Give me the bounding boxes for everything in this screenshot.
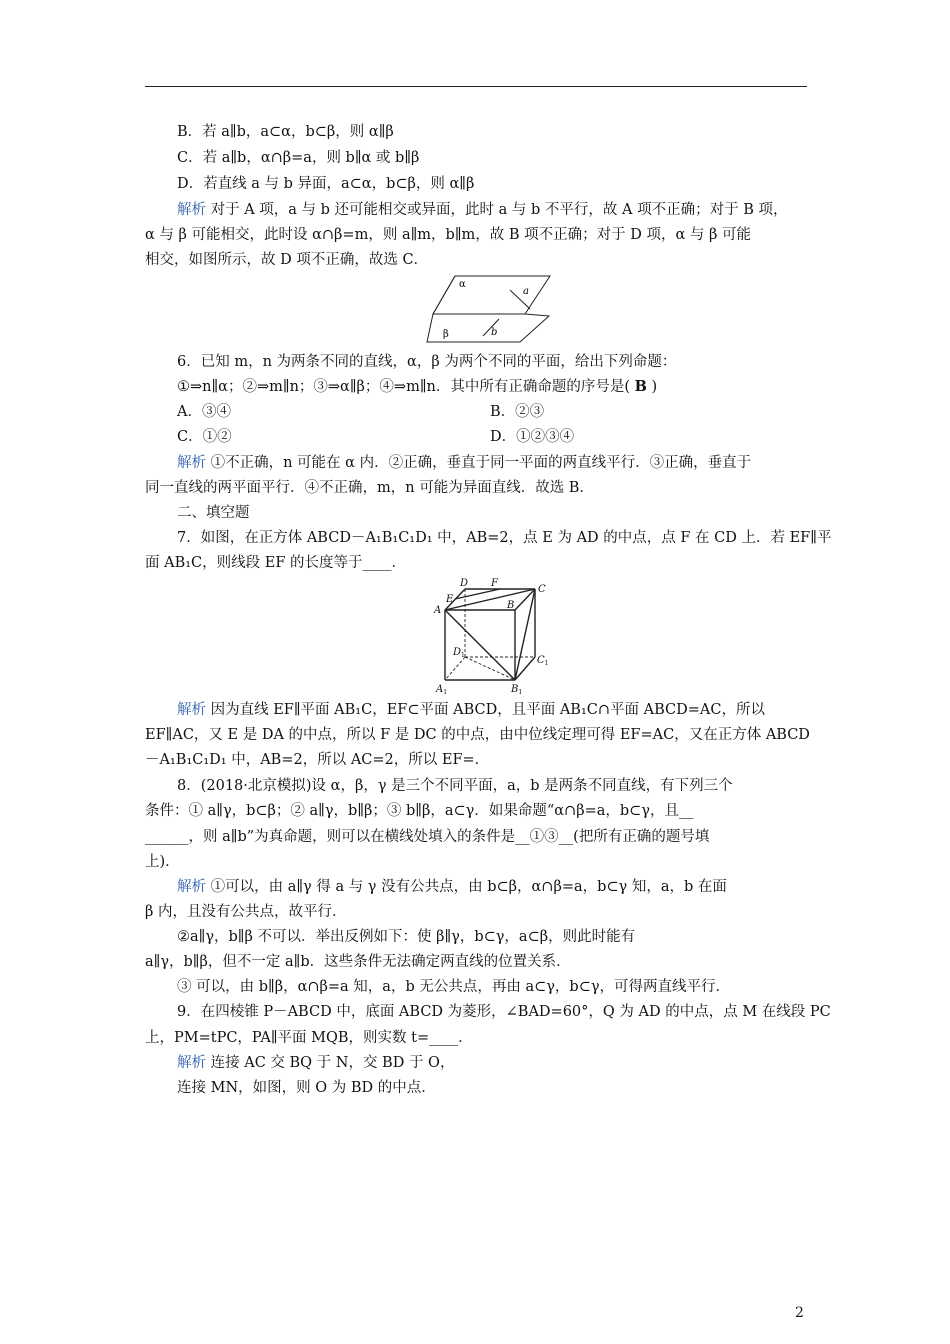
cube-figure: [430, 575, 555, 700]
q8-solution-line4: a∥γ，b∥β，但不一定 a∥b．这些条件无法确定两直线的位置关系．: [145, 954, 571, 970]
q6-propositions: [177, 377, 657, 397]
q6-solution-line1: [177, 453, 751, 473]
header-rule: [145, 86, 807, 87]
jiexi-label: 解析: [177, 202, 206, 218]
q7-solution-line3: －A₁B₁C₁D₁ 中，AB=2，所以 AC=2，所以 EF=．: [145, 752, 490, 768]
q6-option-b: B．②③: [490, 404, 545, 420]
q7-stem-line2: 面 AB₁C，则线段 EF 的长度等于____．: [145, 555, 407, 571]
vertex-c-label: C: [538, 584, 546, 595]
q8-stem-line1: 8．(2018·北京模拟)设 α，β，γ 是三个不同平面，a，b 是两条不同直线，有下列三个: [177, 778, 733, 794]
q8-stem-tail: (把所有正确的题号填: [573, 829, 710, 845]
q8-stem-line3: [145, 827, 709, 847]
q6-close-paren: ): [651, 379, 658, 395]
vertex-e-label: E: [446, 594, 454, 605]
vertex-d-label: D: [460, 578, 469, 589]
line-b-label: b: [491, 327, 498, 338]
q6-solution-line2: 同一直线的两平面平行．④不正确，m，n 可能为异面直线．故选 B．: [145, 480, 594, 496]
jiexi-label: 解析: [177, 879, 206, 895]
q5-solution-line3: 相交，如图所示，故 D 项不正确，故选 C．: [145, 252, 429, 268]
section-heading: 二、填空题: [177, 505, 250, 521]
q8-stem-line2: 条件：① a∥γ，b⊂β；② a∥γ，b∥β；③ b∥β，a⊂γ．如果命题“α∩β=a，b⊂γ，且__: [145, 803, 694, 819]
q7-stem-line1: 7．如图，在正方体 ABCD－A₁B₁C₁D₁ 中，AB=2，点 E 为 AD 的中点，点 F 在 CD 上．若 EF∥平: [177, 530, 832, 546]
alpha-label: α: [459, 279, 466, 290]
q7-solution-text: 因为直线 EF∥平面 AB₁C，EF⊂平面 ABCD，且平面 AB₁C∩平面 ABCD=AC，所以: [210, 702, 765, 718]
q6-option-c: C．①②: [177, 429, 232, 445]
jiexi-label: 解析: [177, 1055, 206, 1071]
q5-solution-line1: [177, 200, 787, 220]
q9-solution-text: 连接 AC 交 BQ 于 N，交 BD 于 O，: [210, 1055, 455, 1071]
line-a-label: a: [523, 286, 529, 297]
q9-stem-line1: 9．在四棱锥 P－ABCD 中，底面 ABCD 为菱形，∠BAD=60°，Q 为 AD 的中点，点 M 在线段 PC: [177, 1004, 831, 1020]
q8-stem-text: ______，则 a∥b”为真命题，则可以在横线处填入的条件是: [145, 829, 516, 845]
q9-stem-line2: 上，PM=tPC，PA∥平面 MQB，则实数 t=____．: [145, 1030, 473, 1046]
q8-solution-line3: ②a∥γ，b∥β 不可以．举出反例如下：使 β∥γ，b⊂γ，a⊂β，则此时能有: [177, 929, 636, 945]
q5-solution-text: 对于 A 项，a 与 b 还可能相交或异面，此时 a 与 b 不平行，故 A 项不正确；对于 B 项，: [210, 202, 788, 218]
vertex-a-label: A: [434, 605, 442, 616]
q7-solution-line1: [177, 700, 765, 720]
vertex-c1-label: $C_1$: [537, 655, 549, 667]
jiexi-label: 解析: [177, 702, 206, 718]
q8-solution-line2: β 内，且没有公共点，故平行．: [145, 904, 347, 920]
q7-solution-line2: EF∥AC，又 E 是 DA 的中点，所以 F 是 DC 的中点，由中位线定理可得 EF=AC，又在正方体 ABCD: [145, 727, 810, 743]
q8-answer: __①③__: [515, 829, 574, 845]
beta-label: β: [443, 329, 449, 340]
q9-solution-line1: [177, 1053, 454, 1073]
option-b: B．若 a∥b，a⊂α，b⊂β，则 α∥β: [177, 124, 394, 140]
vertex-a1-label: $A_1$: [436, 684, 448, 696]
q8-stem-line4: 上)．: [145, 854, 180, 870]
option-d: D．若直线 a 与 b 异面，a⊂α，b⊂β，则 α∥β: [177, 176, 475, 192]
vertex-f-label: F: [491, 578, 498, 589]
vertex-d1-label: $D_1$: [453, 647, 465, 659]
q6-propositions-text: ①⇒n∥α；②⇒m∥n；③⇒α∥β；④⇒m∥n．其中所有正确命题的序号是(: [177, 379, 631, 395]
q6-option-d: D．①②③④: [490, 429, 575, 445]
planes-figure: [425, 274, 557, 344]
jiexi-label: 解析: [177, 455, 206, 471]
q8-solution-text: ①可以，由 a∥γ 得 a 与 γ 没有公共点，由 b⊂β，α∩β=a，b⊂γ 知，a，b 在面: [210, 879, 727, 895]
vertex-b-label: B: [507, 600, 515, 611]
q6-answer: B: [634, 378, 647, 395]
q6-stem: 6．已知 m，n 为两条不同的直线，α，β 为两个不同的平面，给出下列命题：: [177, 354, 677, 370]
q5-solution-line2: α 与 β 可能相交，此时设 α∩β=m，则 a∥m，b∥m，故 B 项不正确；对于 D 项，α 与 β 可能: [145, 227, 751, 243]
q6-solution-text: ①不正确，n 可能在 α 内．②正确，垂直于同一平面的两直线平行．③正确，垂直于: [210, 455, 752, 471]
option-c: C．若 a∥b，α∩β=a，则 b∥α 或 b∥β: [177, 150, 420, 166]
vertex-b1-label: $B_1$: [511, 684, 523, 696]
q8-solution-line5: ③ 可以，由 b∥β，α∩β=a 知，a，b 无公共点，再由 a⊂γ，b⊂γ，可得两直线平行．: [177, 979, 731, 995]
q6-option-a: A．③④: [177, 404, 231, 420]
q9-solution-line2: 连接 MN，如图，则 O 为 BD 的中点．: [177, 1080, 436, 1096]
q8-solution-line1: [177, 877, 727, 897]
page-number: 2: [795, 1305, 804, 1321]
